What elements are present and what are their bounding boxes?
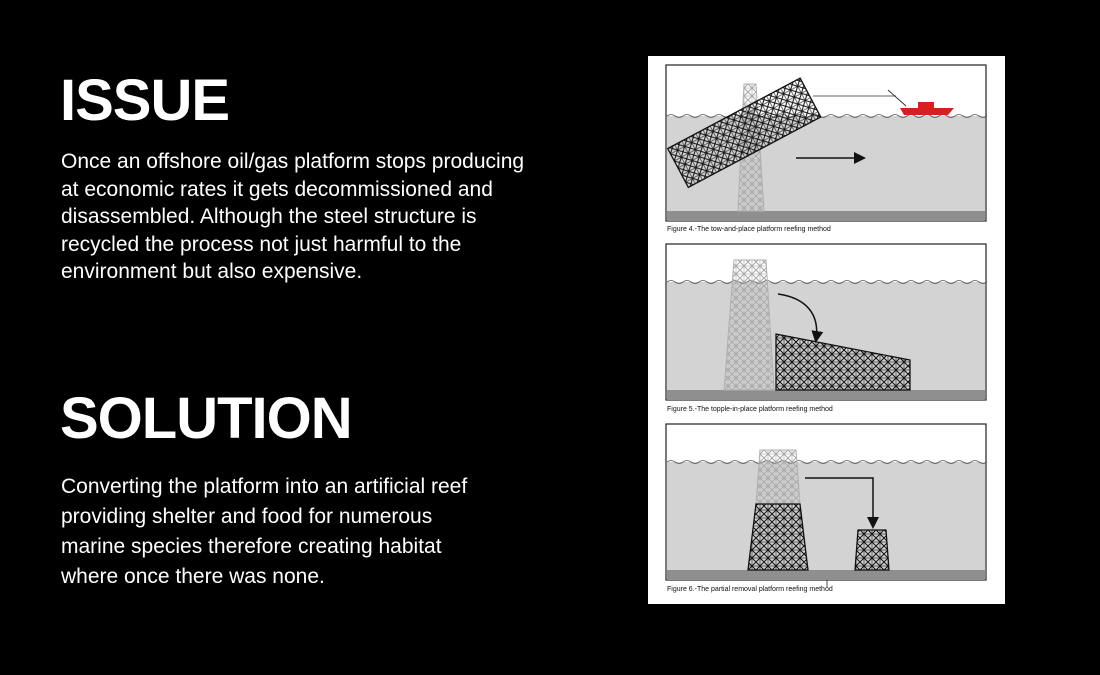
tow-and-place-diagram: [648, 56, 1005, 226]
figure-4-caption: Figure 4.-The tow-and-place platform reefing method: [667, 226, 831, 233]
solution-heading: SOLUTION: [60, 386, 352, 451]
issue-description: Once an offshore oil/gas platform stops producing at economic rates it gets decommissioned and disassembled. Although the steel structure is recycled the process not just harmful to the environment but also expensive.: [61, 150, 525, 284]
topple-in-place-diagram: [648, 242, 1005, 406]
reefing-figures-panel: [648, 56, 1005, 604]
figure-6-caption: Figure 6.-The partial removal platform reefing method: [667, 586, 833, 593]
seabed: [667, 570, 985, 580]
partial-removal-diagram: [648, 422, 1005, 588]
relocated-upper-section: [855, 530, 889, 570]
issue-heading: ISSUE: [60, 68, 230, 133]
figure-5-caption: Figure 5.-The topple-in-place platform reefing method: [667, 406, 833, 413]
solution-description: Converting the platform into an artificial reef providing shelter and food for numerous marine species therefore creating habitat where once there was none.: [61, 475, 468, 588]
removed-upper-section-ghost: [756, 450, 800, 504]
seabed: [667, 390, 985, 400]
remaining-lower-jacket: [748, 504, 808, 570]
seabed: [667, 211, 985, 221]
